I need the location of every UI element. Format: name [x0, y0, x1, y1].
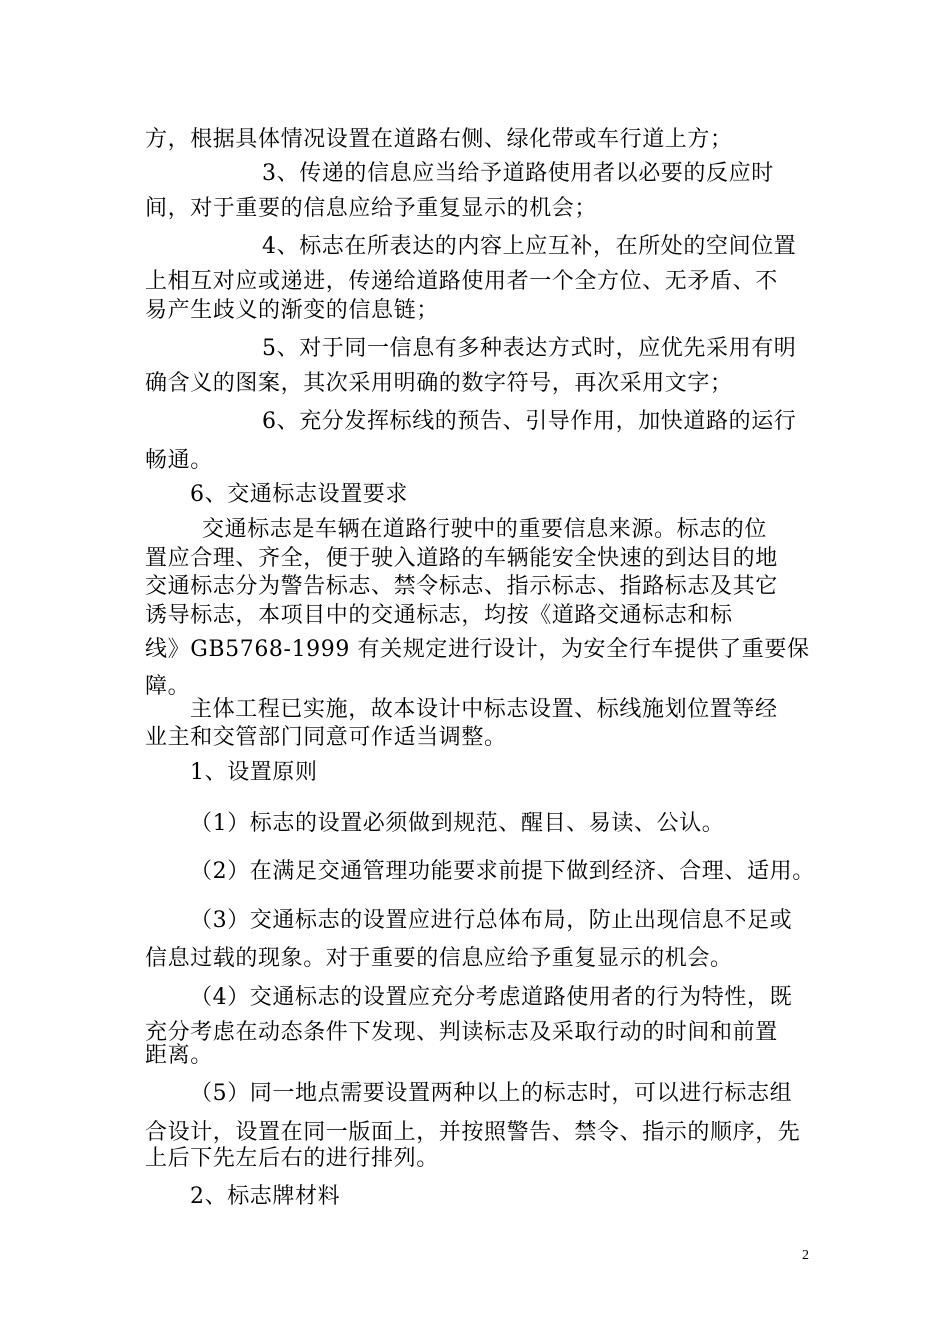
list-item: （4）交通标志的设置应充分考虑道路使用者的行为特性，既 — [190, 985, 793, 1010]
text-line: 障。 — [145, 674, 191, 699]
text-line: 上后下先左后右的进行排列。 — [145, 1146, 439, 1171]
text-line: 方，根据具体情况设置在道路右侧、绿化带或车行道上方； — [145, 127, 733, 152]
list-item: （1）标志的设置必须做到规范、醒目、易读、公认。 — [190, 811, 725, 836]
text-line: 间，对于重要的信息应给予重复显示的机会； — [145, 196, 598, 221]
text-line: 易产生歧义的渐变的信息链； — [145, 298, 439, 323]
list-item: （3）交通标志的设置应进行总体布局，防止出现信息不足或 — [190, 908, 793, 933]
text-line: 充分考虑在动态条件下发现、判读标志及采取行动的时间和前置 — [145, 1020, 778, 1045]
text-line: 6、充分发挥标线的预告、引导作用，加快道路的运行 — [262, 409, 797, 434]
text-line: 线》GB5768-1999 有关规定进行设计，为安全行车提供了重要保 — [145, 637, 810, 662]
list-item: （5）同一地点需要设置两种以上的标志时，可以进行标志组 — [190, 1081, 793, 1106]
section-heading: 1、设置原则 — [190, 760, 318, 785]
text-line: 诱导标志，本项目中的交通标志，均按《道路交通标志和标 — [145, 603, 733, 628]
section-heading: 6、交通标志设置要求 — [190, 482, 408, 507]
section-heading: 2、标志牌材料 — [190, 1184, 341, 1209]
text-line: 主体工程已实施，故本设计中标志设置、标线施划位置等经 — [190, 697, 778, 722]
text-line: 3、传递的信息应当给予道路使用者以必要的反应时 — [262, 161, 774, 186]
text-line: 交通标志分为警告标志、禁令标志、指示标志、指路标志及其它 — [145, 574, 778, 599]
text-line: 确含义的图案，其次采用明确的数字符号，再次采用文字； — [145, 371, 733, 396]
text-line: 5、对于同一信息有多种表达方式时，应优先采用有明 — [262, 336, 797, 361]
text-line: 信息过载的现象。对于重要的信息应给予重复显示的机会。 — [145, 946, 733, 971]
text-line: 距离。 — [145, 1043, 213, 1068]
text-line: 4、标志在所表达的内容上应互补，在所处的空间位置 — [262, 234, 797, 259]
list-item: （2）在满足交通管理功能要求前提下做到经济、合理、适用。 — [190, 859, 815, 884]
text-line: 业主和交管部门同意可作适当调整。 — [145, 725, 507, 750]
text-line: 交通标志是车辆在道路行驶中的重要信息来源。标志的位 — [202, 517, 768, 542]
text-line: 上相互对应或递进，传递给道路使用者一个全方位、无矛盾、不 — [145, 269, 778, 294]
page-number: 2 — [802, 1248, 809, 1263]
text-line: 置应合理、齐全，便于驶入道路的车辆能安全快速的到达目的地 — [145, 546, 778, 571]
text-line: 畅通。 — [145, 448, 213, 473]
text-line: 合设计，设置在同一版面上，并按照警告、禁令、指示的顺序，先 — [145, 1120, 801, 1145]
